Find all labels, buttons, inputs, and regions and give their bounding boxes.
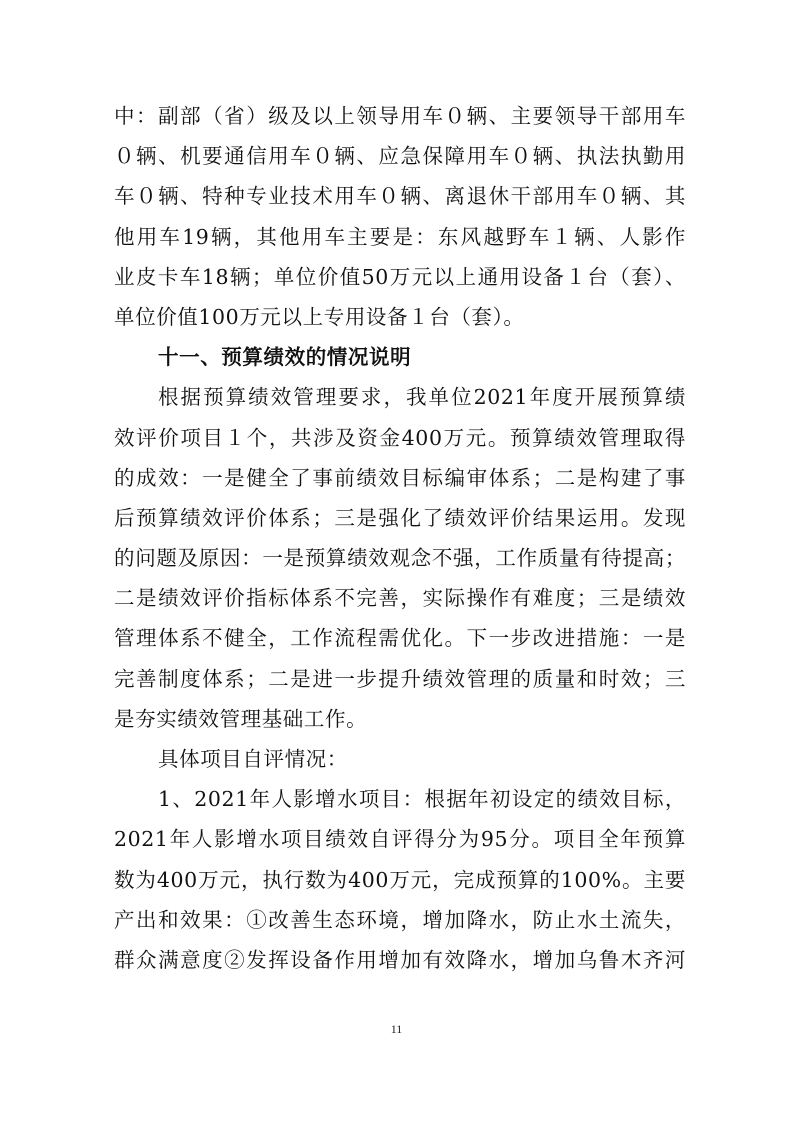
text-line: ０辆、机要通信用车０辆、应急保障用车０辆、执法执勤用 (114, 144, 686, 169)
page-number: 11 (390, 1022, 403, 1036)
text-line: 数为400万元，执行数为400万元，完成预算的100%。主要 (114, 867, 686, 892)
text-line: 管理体系不健全，工作流程需优化。下一步改进措施：一是 (114, 626, 686, 651)
document-body (114, 96, 686, 980)
text-line: 业皮卡车18辆；单位价值50万元以上通用设备１台（套）、 (114, 264, 686, 289)
text-line: 的成效：一是健全了事前绩效目标编审体系；二是构建了事 (114, 465, 686, 490)
paragraph-project-intro: 具体项目自评情况： (158, 747, 348, 771)
text-line: 他用车19辆，其他用车主要是：东风越野车１辆、人影作 (114, 224, 686, 249)
text-line: 单位价值100万元以上专用设备１台（套）。 (114, 304, 525, 329)
paragraph-vehicles (114, 96, 686, 337)
paragraph-project-detail (114, 779, 686, 980)
text-line: 根据预算绩效管理要求，我单位2021年度开展预算绩 (158, 385, 686, 410)
text-line: 1、2021年人影增水项目：根据年初设定的绩效目标， (158, 787, 686, 812)
text-line: 后预算绩效评价体系；三是强化了绩效评价结果运用。发现 (114, 505, 686, 530)
section-heading: 十一、预算绩效的情况说明 (158, 345, 412, 370)
text-line: 2021年人影增水项目绩效自评得分为95分。项目全年预算 (114, 827, 686, 852)
text-line: 中：副部（省）级及以上领导用车０辆、主要领导干部用车 (114, 104, 686, 128)
text-line: 产出和效果：①改善生态环境，增加降水，防止水土流失， (114, 907, 686, 932)
text-line: 二是绩效评价指标体系不完善，实际操作有难度；三是绩效 (114, 586, 686, 611)
text-line: 效评价项目１个，共涉及资金400万元。预算绩效管理取得 (114, 425, 686, 450)
paragraph-performance (114, 377, 686, 739)
text-line: 的问题及原因：一是预算绩效观念不强，工作质量有待提高； (114, 546, 686, 571)
text-line: 群众满意度②发挥设备作用增加有效降水，增加乌鲁木齐河 (114, 947, 686, 972)
text-line: 车０辆、特种专业技术用车０辆、离退休干部用车０辆、其 (114, 184, 686, 209)
text-line: 是夯实绩效管理基础工作。 (114, 706, 368, 731)
text-line: 完善制度体系；二是进一步提升绩效管理的质量和时效；三 (114, 666, 686, 691)
